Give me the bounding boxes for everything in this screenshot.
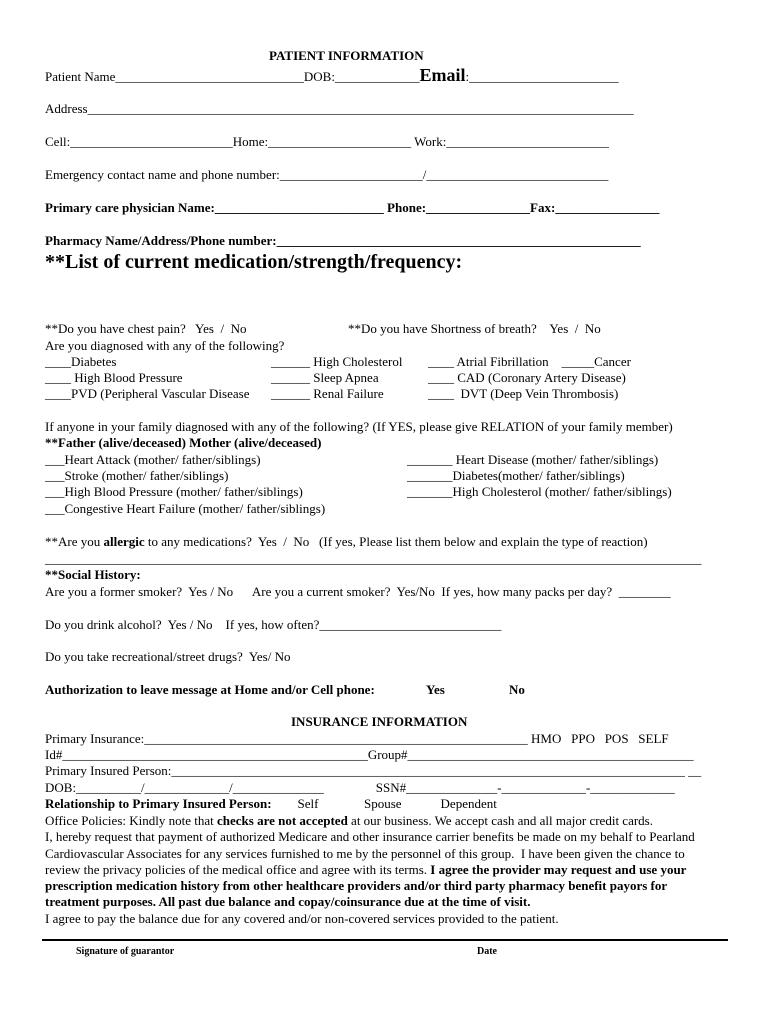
policy-line-7: I agree to pay the balance due for any covered and/or non-covered services provided to the patient.: [45, 911, 559, 926]
family-congestive-heart-failure[interactable]: ___Congestive Heart Failure (mother/ father/siblings): [45, 501, 326, 516]
authorization-yes[interactable]: Yes: [426, 682, 445, 697]
smoker-question[interactable]: Are you a former smoker? Yes / No Are you a current smoker? Yes/No If yes, how many packs per day? ________: [45, 584, 671, 599]
policy-1-bold: checks are not accepted: [216, 813, 348, 828]
condition-afib-cancer[interactable]: ____ Atrial Fibrillation _____Cancer: [428, 354, 631, 369]
condition-high-blood-pressure[interactable]: ____ High Blood Pressure: [45, 370, 183, 385]
diagnosed-question: Are you diagnosed with any of the following?: [45, 338, 285, 353]
parents-status[interactable]: **Father (alive/deceased) Mother (alive/deceased): [45, 435, 322, 450]
family-high-blood-pressure[interactable]: ___High Blood Pressure (mother/ father/siblings): [45, 484, 303, 499]
phone-fields[interactable]: Cell:_________________________Home:______________________ Work:_________________________: [45, 134, 609, 149]
chest-pain-question[interactable]: **Do you have chest pain? Yes / No: [45, 321, 247, 336]
relationship-line[interactable]: [45, 796, 497, 812]
emergency-contact-field[interactable]: Emergency contact name and phone number:______________________/____________________________: [45, 167, 609, 182]
email-blank: :_______________________: [465, 69, 619, 84]
policy-4-bold: I agree the provider may request and use your: [430, 862, 687, 877]
condition-pvd[interactable]: ____PVD (Peripheral Vascular Disease: [45, 386, 250, 401]
authorization-question: Authorization to leave message at Home and/or Cell phone:: [45, 682, 375, 697]
allergy-post: to any medications? Yes / No (If yes, Please list them below and explain the type of reaction): [144, 534, 648, 549]
policy-line-2: I, hereby request that payment of authorized Medicare and other insurance carrier benefits be made on my behalf to Pearland: [45, 829, 695, 844]
policy-line-3: Cardiovascular Associates for any services furnished to me by the personnel of this group. I have been given the chance to: [45, 846, 685, 861]
relationship-options: Self Spouse Dependent: [271, 796, 497, 811]
family-history-question: If anyone in your family diagnosed with any of the following? (If YES, please give RELATION of your family member): [45, 419, 673, 434]
allergy-blank-line[interactable]: _____________________________________________________________________________________________________: [45, 551, 702, 566]
condition-dvt[interactable]: ____ DVT (Deep Vein Thrombosis): [428, 386, 619, 401]
primary-insured-person-field[interactable]: Primary Insured Person:_______________________________________________________________________________ __: [45, 763, 702, 778]
policy-line-4: [45, 862, 686, 878]
authorization-no[interactable]: No: [509, 682, 525, 697]
signature-guarantor-label: Signature of guarantor: [76, 946, 175, 957]
signature-line[interactable]: [42, 939, 728, 941]
policy-4-pre: review the privacy policies of the medical office and agree with its terms.: [45, 862, 431, 877]
drugs-question[interactable]: Do you take recreational/street drugs? Yes/ No: [45, 649, 291, 664]
alcohol-question[interactable]: Do you drink alcohol? Yes / No If yes, how often?____________________________: [45, 617, 502, 632]
insurance-info-heading: INSURANCE INFORMATION: [291, 714, 468, 729]
shortness-of-breath-question[interactable]: **Do you have Shortness of breath? Yes / No: [348, 321, 601, 336]
allergy-pre: **Are you: [45, 534, 104, 549]
patient-info-heading: PATIENT INFORMATION: [269, 48, 424, 63]
allergy-bold: allergic: [103, 534, 145, 549]
social-history-heading: **Social History:: [45, 567, 141, 582]
patient-name-dob-line[interactable]: [45, 67, 619, 85]
policy-line-1: [45, 813, 653, 829]
condition-cad[interactable]: ____ CAD (Coronary Artery Disease): [428, 370, 626, 385]
condition-diabetes[interactable]: ____Diabetes: [45, 354, 117, 369]
dob-ssn-field[interactable]: DOB:__________/_____________/______________ SSN#______________-_____________-_____________: [45, 780, 675, 795]
relationship-label: Relationship to Primary Insured Person:: [45, 796, 272, 811]
address-field[interactable]: Address____________________________________________________________________________________: [45, 101, 634, 116]
primary-care-physician-field[interactable]: Primary care physician Name:__________________________ Phone:________________Fax:________________: [45, 200, 660, 215]
primary-insurance-field[interactable]: Primary Insurance:___________________________________________________________ HMO PPO POS SELF: [45, 731, 669, 746]
family-diabetes[interactable]: _______Diabetes(mother/ father/siblings): [407, 468, 625, 483]
policy-1-pre: Office Policies: Kindly note that: [45, 813, 217, 828]
id-group-field[interactable]: Id#_______________________________________________Group#____________________________________________: [45, 747, 694, 762]
pharmacy-field[interactable]: Pharmacy Name/Address/Phone number:________________________________________________________: [45, 233, 641, 248]
policy-line-6: treatment purposes. All past due balance and copay/coinsurance due at the time of visit.: [45, 894, 531, 909]
family-heart-disease[interactable]: _______ Heart Disease (mother/ father/siblings): [407, 452, 659, 467]
condition-renal-failure[interactable]: ______ Renal Failure: [271, 386, 384, 401]
policy-line-5: prescription medication history from other healthcare providers and/or third party pharmacy benefit payors for: [45, 878, 668, 893]
condition-sleep-apnea[interactable]: ______ Sleep Apnea: [271, 370, 379, 385]
patient-name-dob-text: Patient Name_____________________________DOB:_____________: [45, 69, 420, 84]
family-heart-attack[interactable]: ___Heart Attack (mother/ father/siblings): [45, 452, 261, 467]
medication-list-heading: **List of current medication/strength/frequency:: [45, 251, 463, 273]
condition-high-cholesterol[interactable]: ______ High Cholesterol: [271, 354, 403, 369]
signature-date-label: Date: [477, 946, 497, 957]
email-label: Email: [419, 65, 466, 85]
family-stroke[interactable]: ___Stroke (mother/ father/siblings): [45, 468, 229, 483]
family-high-cholesterol[interactable]: _______High Cholesterol (mother/ father/siblings): [407, 484, 672, 499]
policy-1-post: at our business. We accept cash and all major credit cards.: [347, 813, 653, 828]
allergy-question[interactable]: [45, 534, 648, 550]
